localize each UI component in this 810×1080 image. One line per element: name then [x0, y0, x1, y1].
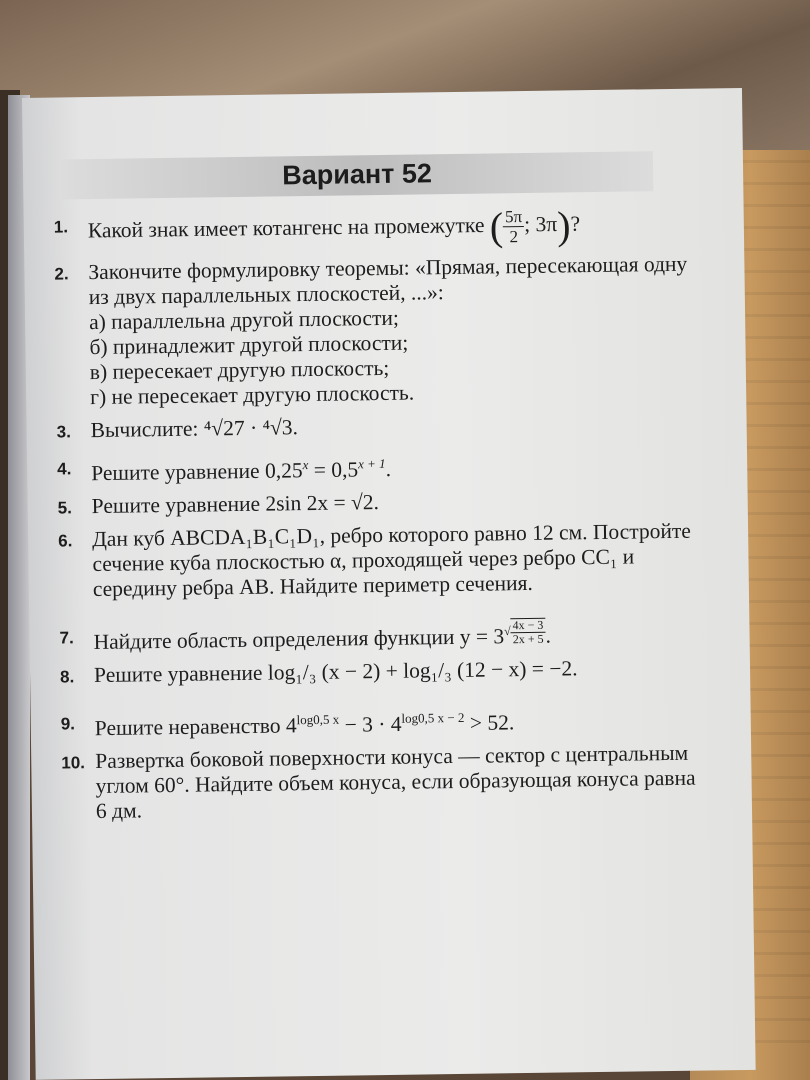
- inequality-end: > 52.: [464, 710, 515, 736]
- exponent-1: x: [302, 457, 309, 473]
- task-text: Вычислите:: [90, 416, 199, 443]
- task-expression: ⁴√27 · ⁴√3.: [203, 415, 299, 441]
- task-number: 5.: [57, 498, 73, 518]
- task-7: [59, 616, 699, 656]
- option-d: г) не пересекает другую плоскость.: [90, 380, 415, 410]
- paren-close: ): [556, 202, 571, 249]
- base-1: 0,25: [264, 458, 303, 483]
- question-mark: ?: [570, 211, 581, 236]
- task-text: Решите уравнение: [91, 458, 260, 486]
- task-text: Найдите область определения функции: [93, 625, 455, 655]
- task-number: 1.: [53, 217, 69, 237]
- exponent-2: x + 1: [357, 455, 386, 472]
- task-number: 7.: [59, 628, 74, 648]
- task-10: [61, 741, 702, 825]
- task-text: Развертка боковой поверхности конуса — сектор с центральным углом 60°. Найдите объем конуса, если образующая конуса равна 6 дм.: [95, 740, 696, 824]
- task-end: .: [545, 623, 552, 648]
- task-text: Решите уравнение: [91, 491, 261, 519]
- root-exponent: √ $\frac{4x - 3}{2x + 5}$: [503, 617, 544, 647]
- task-text: Дан куб ABCDA₁B₁C₁D₁, ребро которого равно 12 см. Постройте сечение куба плоскостью α, проходящей через ребро CC₁ и середину ребра AB. Найдите периметр сечения.: [91, 518, 691, 602]
- variant-title: Вариант 52: [282, 158, 433, 191]
- task-number: 9.: [60, 714, 76, 734]
- root-fraction-bottom: 2x + 5: [512, 631, 544, 647]
- task-text: Решите уравнение: [93, 660, 263, 688]
- task-3: [56, 410, 696, 444]
- task-expression: 2sin 2x = √2.: [265, 490, 380, 516]
- task-text: Решите неравенство: [94, 713, 281, 741]
- task-text: Какой знак имеет котангенс на промежутке: [87, 212, 485, 243]
- option-b: б) принадлежит другой плоскости;: [89, 330, 409, 360]
- fraction-top: 5π: [503, 207, 524, 227]
- root-fraction-top: 4x − 3: [510, 619, 545, 633]
- exponent-1: log0,5 x: [296, 711, 340, 728]
- root-fraction: [510, 618, 545, 646]
- equation-middle: = 0,5: [308, 457, 359, 483]
- paren-open: (: [489, 203, 504, 249]
- task-1: [53, 202, 694, 253]
- task-4: [57, 447, 697, 487]
- task-number: 8.: [59, 667, 75, 687]
- task-8: [60, 655, 700, 689]
- fraction: [503, 207, 525, 246]
- exponent-2: log0,5 x − 2: [401, 709, 465, 726]
- task-5: [58, 486, 698, 520]
- task-9: [61, 702, 701, 742]
- task-number: 4.: [57, 459, 72, 479]
- task-text: Закончите формулировку теоремы: «Прямая, пересекающая одну из двух параллельных плоскостей, ...»:: [88, 251, 688, 310]
- option-c: в) пересекает другую плоскость;: [89, 355, 390, 385]
- task-number: 2.: [54, 264, 69, 284]
- task-6: [58, 519, 699, 603]
- task-list: [53, 202, 703, 833]
- fraction-bottom: 2: [509, 227, 519, 247]
- task-number: 10.: [61, 753, 86, 773]
- task-2: [54, 252, 696, 411]
- book-page: [22, 88, 756, 1080]
- equation-end: .: [385, 457, 392, 482]
- inequality-middle: − 3 · 4: [339, 711, 402, 737]
- base-1: 4: [285, 713, 297, 738]
- function-base: y = 3: [459, 624, 505, 650]
- task-number: 6.: [58, 531, 73, 551]
- task-expression: log₁/₃ (x − 2) + log₁/₃ (12 − x) = −2.: [267, 656, 578, 685]
- task-number: 3.: [56, 422, 71, 442]
- interval-end: ; 3π: [524, 211, 558, 237]
- option-a: а) параллельна другой плоскости;: [88, 305, 400, 335]
- title-bar: [61, 151, 654, 199]
